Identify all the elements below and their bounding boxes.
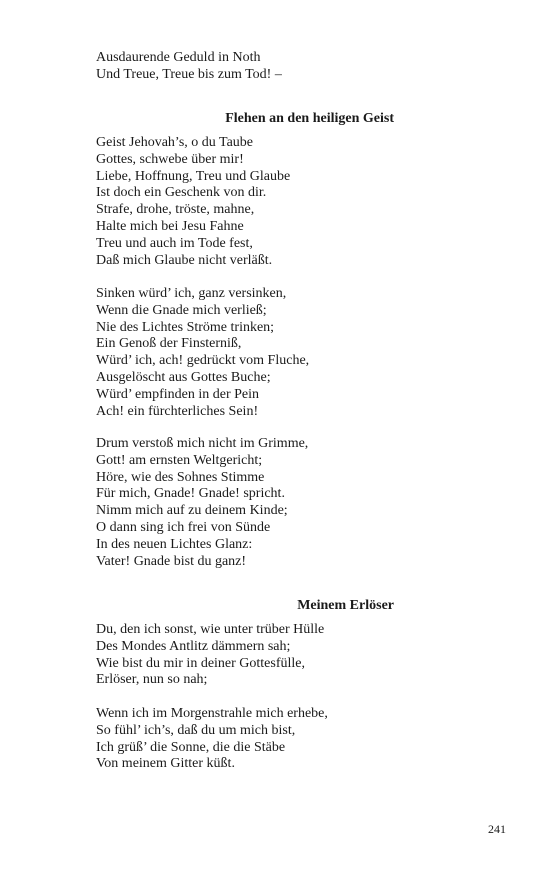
poem-line: Und Treue, Treue bis zum Tod! – bbox=[96, 66, 282, 82]
poem-line: Halte mich bei Jesu Fahne bbox=[96, 218, 244, 234]
poem-line: Gott! am ernsten Weltgericht; bbox=[96, 452, 263, 468]
poem-line: Ach! ein fürchterliches Sein! bbox=[96, 403, 259, 419]
poem-line: Nimm mich auf zu deinem Kinde; bbox=[96, 503, 288, 519]
poem-line: Würd’ ich, ach! gedrückt vom Fluche, bbox=[96, 353, 310, 369]
poem-line: Daß mich Glaube nicht verläßt. bbox=[96, 252, 273, 268]
poem-line: Nie des Lichtes Ströme trinken; bbox=[96, 319, 275, 335]
poem-line: Wenn die Gnade mich verließ; bbox=[96, 302, 267, 318]
poem-line: Strafe, drohe, tröste, mahne, bbox=[96, 202, 255, 218]
poem-line: Drum verstoß mich nicht im Grimme, bbox=[96, 436, 309, 451]
poem-line: Wenn ich im Morgenstrahle mich erhebe, bbox=[96, 706, 328, 721]
poem-line: Für mich, Gnade! Gnade! spricht. bbox=[96, 486, 285, 502]
poem-line: Erlöser, nun so nah; bbox=[96, 672, 208, 688]
poem-title: Flehen an den heiligen Geist bbox=[225, 111, 394, 126]
poem-line: Ist doch ein Geschenk von dir. bbox=[96, 185, 267, 201]
stanza bbox=[96, 286, 456, 420]
poem-line: In des neuen Lichtes Glanz: bbox=[96, 536, 253, 552]
stanza bbox=[96, 135, 456, 269]
previous-poem-ending bbox=[96, 50, 456, 84]
poem-line: Ein Genoß der Finsterniß, bbox=[96, 336, 242, 352]
page-number: 241 bbox=[488, 822, 506, 836]
poem-line: O dann sing ich frei von Sünde bbox=[96, 519, 271, 535]
stanza bbox=[96, 436, 456, 570]
poem-line: Liebe, Hoffnung, Treu und Glaube bbox=[96, 168, 291, 184]
poem-line: So fühl’ ich’s, daß du um mich bist, bbox=[96, 722, 296, 738]
poem-line: Gottes, schwebe über mir! bbox=[96, 151, 244, 167]
poem-line: Von meinem Gitter küßt. bbox=[96, 756, 235, 772]
poem-line: Ausdaurende Geduld in Noth bbox=[96, 50, 261, 65]
poem-line: Geist Jehovah’s, o du Taube bbox=[96, 135, 254, 150]
poem-line: Du, den ich sonst, wie unter trüber Hülle bbox=[96, 622, 325, 637]
poem-line: Höre, wie des Sohnes Stimme bbox=[96, 469, 265, 485]
poem-line: Würd’ empfinden in der Pein bbox=[96, 386, 260, 402]
poem-line: Sinken würd’ ich, ganz versinken, bbox=[96, 286, 287, 301]
poem-title: Meinem Erlöser bbox=[297, 598, 394, 613]
stanza bbox=[96, 706, 456, 773]
poem-line: Vater! Gnade bist du ganz! bbox=[96, 553, 247, 569]
stanza bbox=[96, 622, 456, 689]
poem-line: Des Mondes Antlitz dämmern sah; bbox=[96, 638, 291, 654]
poem-line: Ich grüß’ die Sonne, die die Stäbe bbox=[96, 739, 286, 755]
poem-line: Ausgelöscht aus Gottes Buche; bbox=[96, 369, 271, 385]
poem-line: Wie bist du mir in deiner Gottesfülle, bbox=[96, 655, 306, 671]
poem-line: Treu und auch im Tode fest, bbox=[96, 235, 253, 251]
